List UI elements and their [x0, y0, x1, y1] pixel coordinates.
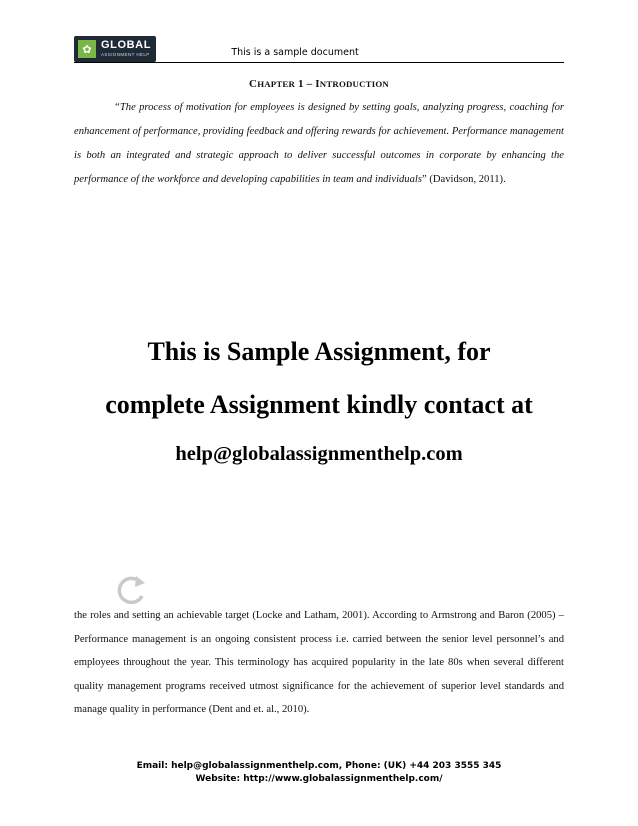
header-divider [74, 62, 564, 63]
chapter-c: C [249, 78, 258, 90]
refresh-icon [112, 574, 152, 608]
intro-paragraph [74, 96, 564, 192]
intro-citation: ” (Davidson, 2011). [421, 174, 506, 185]
chapter-title-rest: NTRODUCTION [319, 79, 389, 89]
company-logo [74, 36, 156, 62]
logo-subtitle: ASSIGNMENT HELP [101, 52, 150, 58]
chapter-heading [74, 78, 564, 90]
chapter-word: HAPTER [257, 79, 296, 89]
logo-wordmark [101, 40, 151, 58]
logo-title: GLOBAL [101, 39, 152, 52]
page-header-title: This is a sample document [231, 47, 359, 58]
footer-contact: Email: help@globalassignmenthelp.com, Phone: (UK) +44 203 3555 345 [136, 761, 502, 771]
banner-line-2: complete Assignment kindly contact at [105, 390, 533, 419]
leaf-logo-icon: ✿ [78, 40, 96, 58]
body-paragraph: the roles and setting an achievable target (Locke and Latham, 2001). According to Armstrong and Baron (2005) – Performance management is an ongoing consistent process i.e. carried between the senior level personnel’s and employees throughout the year. This terminology has acquired popularity in the late 80s when several different quality management programs received utmost significance for the achievement of superior level standards and manage quality in performance (Dent and et. al., 2010). [74, 610, 564, 715]
banner-line-1: This is Sample Assignment, for [147, 337, 491, 366]
footer-website: Website: http://www.globalassignmenthelp.com/ [195, 774, 443, 784]
chapter-number: 1 – [295, 78, 316, 90]
intro-quote: “The process of motivation for employees is designed by setting goals, analyzing progress, coaching for enhancement of performance, providing feedback and offering rewards for achievement. Performance management is both an integrated and strategic approach to deliver successful outcomes in corporate by enhancing the performance of the workforce and developing capabilities in team and individuals [74, 102, 564, 185]
banner-contact-email: help@globalassignmenthelp.com [175, 443, 463, 465]
chapter-i: I [315, 78, 320, 90]
